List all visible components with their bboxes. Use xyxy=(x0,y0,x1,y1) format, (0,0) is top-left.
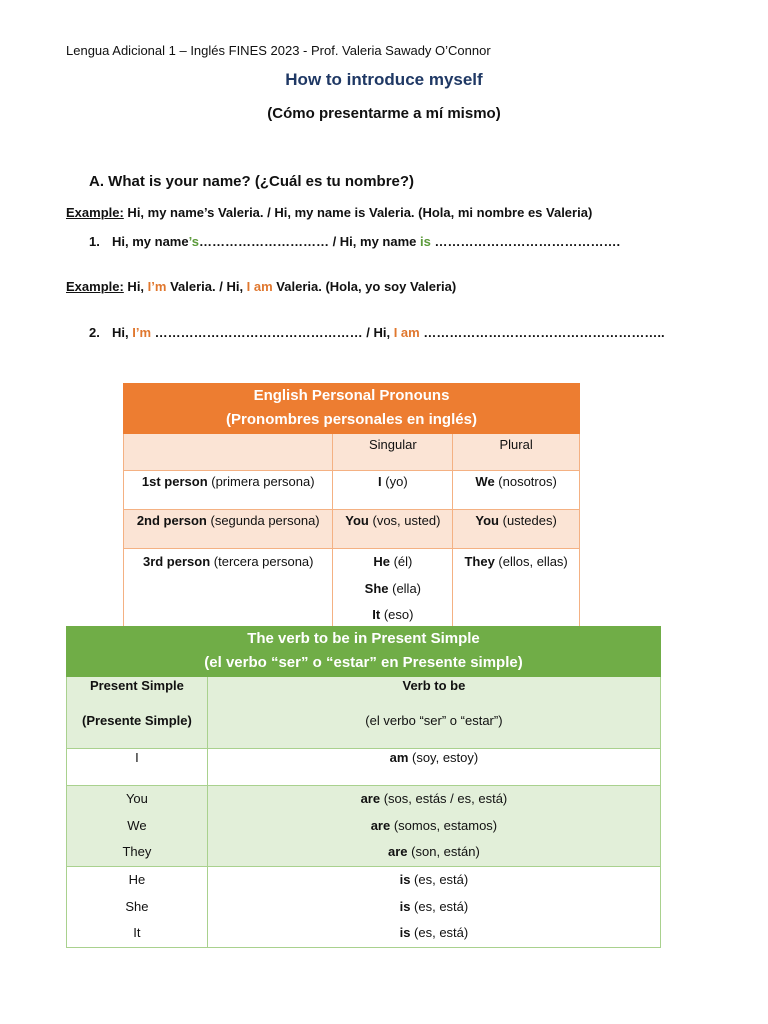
page-title: How to introduce myself xyxy=(285,70,483,89)
person-cell: 2nd person (segunda persona) xyxy=(124,510,333,549)
highlight-orange: I’m xyxy=(147,279,167,294)
subject-cell: I xyxy=(67,749,208,786)
verb-cell: is (es, está) is (es, está) is (es, está) xyxy=(207,867,660,948)
item-text: Hi, xyxy=(112,325,133,340)
verb-to-be-table xyxy=(66,626,661,948)
table-row xyxy=(67,749,661,786)
example-2 xyxy=(66,279,456,294)
table-title-line: English Personal Pronouns xyxy=(253,387,450,404)
singular-cell: I (yo) xyxy=(333,471,453,510)
verb-cell: are (sos, estás / es, está) are (somos, estamos) are (son, están) xyxy=(207,786,660,867)
highlight-green: is xyxy=(420,234,431,249)
table-row xyxy=(67,867,661,948)
highlight-orange: I am xyxy=(393,325,420,340)
verb-table-title xyxy=(67,627,661,677)
table-row xyxy=(67,786,661,867)
highlight-green: ’s xyxy=(188,234,199,249)
page-subtitle: (Cómo presentarme a mí mismo) xyxy=(267,105,501,122)
example-text: Valeria. / Hi, xyxy=(166,279,247,294)
item-number: 2. xyxy=(89,325,100,340)
item-text: ………………………… / Hi, my name xyxy=(198,234,420,249)
person-cell: 1st person (primera persona) xyxy=(124,471,333,510)
highlight-orange: I am xyxy=(246,279,273,294)
exercise-item-1 xyxy=(89,234,620,249)
table-row xyxy=(124,510,580,549)
item-text: ………………………………………… / Hi, xyxy=(151,325,394,340)
item-number: 1. xyxy=(89,234,100,249)
column-header-plural: Plural xyxy=(453,434,580,471)
item-text: Hi, my name xyxy=(112,234,189,249)
example-text: Hi, xyxy=(123,279,148,294)
empty-header-cell xyxy=(124,434,333,471)
example-text: Hi, my name’s Valeria. / Hi, my name is Valeria. (Hola, mi nombre es Valeria) xyxy=(123,205,593,220)
table-row xyxy=(124,471,580,510)
table-row xyxy=(124,549,580,630)
singular-cell: You (vos, usted) xyxy=(333,510,453,549)
example-1 xyxy=(66,205,592,220)
verb-cell: am (soy, estoy) xyxy=(207,749,660,786)
person-cell: 3rd person (tercera persona) xyxy=(124,549,333,630)
table-title-line: (el verbo “ser” o “estar” en Presente simple) xyxy=(204,654,523,671)
example-text: Valeria. (Hola, yo soy Valeria) xyxy=(272,279,457,294)
plural-cell: You (ustedes) xyxy=(453,510,580,549)
pronouns-table-title xyxy=(124,384,580,434)
pronouns-table xyxy=(123,383,580,630)
document-header: Lengua Adicional 1 – Inglés FINES 2023 - Prof. Valeria Sawady O’Connor xyxy=(66,43,491,58)
plural-cell: They (ellos, ellas) xyxy=(453,549,580,630)
section-a-heading: A. What is your name? (¿Cuál es tu nombre?) xyxy=(89,173,415,190)
example-label: Example: xyxy=(66,279,124,294)
singular-cell: He (él) She (ella) It (eso) xyxy=(333,549,453,630)
subject-cell: You We They xyxy=(67,786,208,867)
column-header-present-simple: Present Simple (Presente Simple) xyxy=(67,677,208,749)
exercise-item-2 xyxy=(89,325,665,340)
item-text: ……………………………………………….. xyxy=(419,325,665,340)
table-title-line: The verb to be in Present Simple xyxy=(247,630,480,647)
plural-cell: We (nosotros) xyxy=(453,471,580,510)
column-header-singular: Singular xyxy=(333,434,453,471)
subject-cell: He She It xyxy=(67,867,208,948)
table-title-line: (Pronombres personales en inglés) xyxy=(226,411,477,428)
example-label: Example: xyxy=(66,205,124,220)
column-header-verb-to-be: Verb to be (el verbo “ser” o “estar”) xyxy=(207,677,660,749)
item-text: ……………………………………. xyxy=(430,234,621,249)
highlight-orange: I’m xyxy=(132,325,152,340)
